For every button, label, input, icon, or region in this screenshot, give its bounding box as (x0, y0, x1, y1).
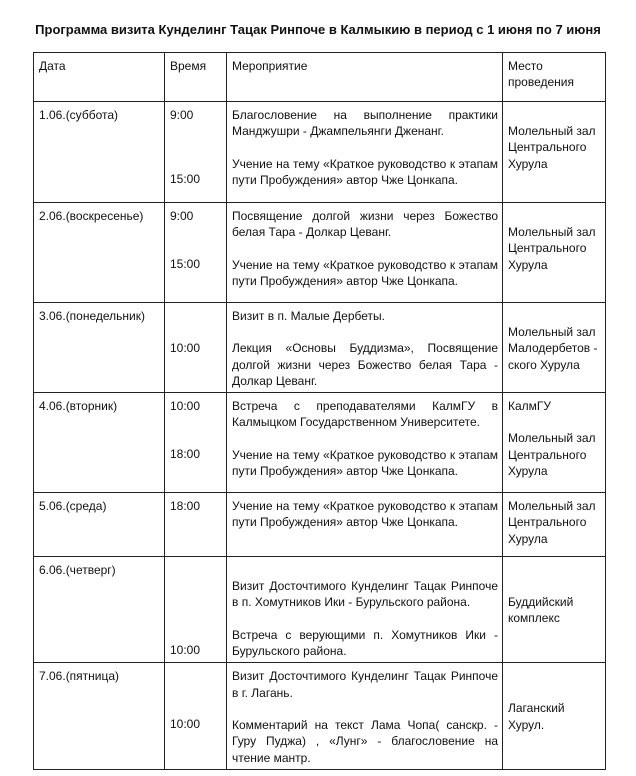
time-cell (165, 203, 227, 303)
table-row (34, 557, 606, 663)
time-cell (165, 393, 227, 493)
place-text: КалмГУ (508, 399, 552, 414)
header-time: Время (165, 53, 227, 102)
event-text: Благословение на выполнение практики Манджушри - Джампельянги Дженанг. (232, 108, 498, 139)
time-value: 9:00 (170, 108, 194, 122)
schedule-table (33, 52, 606, 770)
place-text: Буддийский комплекс (508, 595, 574, 626)
time-cell (165, 102, 227, 203)
event-cell (227, 663, 503, 769)
event-text: Учение на тему «Краткое руководство к этапам пути Пробуждения» автор Чже Цонкапа. (232, 447, 498, 479)
event-cell (227, 557, 503, 663)
event-text: Лекция «Основы Буддизма», Посвящение долгой жизни через Божество белая Тара - Долкар Цеванг. (232, 341, 498, 388)
place-cell (503, 203, 606, 303)
table-row (34, 493, 606, 557)
header-place: Место проведения (503, 53, 606, 102)
time-value: 10:00 (170, 341, 201, 355)
date-cell: 5.06.(среда) (34, 493, 165, 557)
event-text: Встреча с преподавателями КалмГУ в Калмыцком Государственном Университете. (232, 399, 498, 430)
place-cell: Молельный зал Центрального Хурула (503, 493, 606, 557)
header-row (34, 53, 606, 102)
time-value: 15:00 (170, 172, 201, 187)
table-row (34, 303, 606, 393)
event-text: Посвящение долгой жизни через Божество белая Тара - Долкар Цеванг. (232, 209, 498, 240)
time-cell (165, 303, 227, 393)
place-text: Лаганский Хурул. (508, 701, 565, 732)
date-cell: 1.06.(суббота) (34, 102, 165, 203)
event-cell (227, 203, 503, 303)
place-text: Молельный зал Центрального Хурула (508, 124, 596, 171)
date-cell: 6.06.(четверг) (34, 557, 165, 663)
event-cell (227, 493, 503, 557)
date-cell: 4.06.(вторник) (34, 393, 165, 493)
time-value: 10:00 (170, 643, 201, 658)
place-cell (503, 303, 606, 393)
date-cell: 7.06.(пятница) (34, 663, 165, 769)
time-cell (165, 663, 227, 769)
time-value: 15:00 (170, 257, 201, 272)
event-text: Визит Досточтимого Кунделинг Тацак Ринпоче в г. Лагань. (232, 669, 498, 700)
event-text: Визит в п. Малые Дербеты. (232, 309, 385, 323)
event-text: Учение на тему «Краткое руководство к этапам пути Пробуждения» автор Чже Цонкапа. (232, 499, 498, 530)
page-title: Программа визита Кунделинг Тацак Ринпоче в Калмыкию в период с 1 июня по 7 июня (35, 22, 601, 37)
time-value: 18:00 (170, 447, 201, 462)
table-row (34, 393, 606, 493)
event-text: Комментарий на текст Лама Чопа( санскр. - Гуру Пуджа) , «Лунг» - благословение на чтение мантр. (232, 717, 498, 765)
place-text: Молельный зал Центрального Хурула (508, 225, 596, 272)
date-cell: 3.06.(понедельник) (34, 303, 165, 393)
header-event: Мероприятие (227, 53, 503, 102)
event-text: Встреча с верующими п. Хомутников Ики - Бурульского района. (232, 627, 498, 659)
event-text: Учение на тему «Краткое руководство к этапам пути Пробуждения» автор Чже Цонкапа. (232, 156, 498, 187)
event-cell (227, 303, 503, 393)
table-row (34, 663, 606, 769)
time-value: 9:00 (170, 209, 194, 223)
header-date: Дата (34, 53, 165, 102)
event-text: Визит Досточтимого Кунделинг Тацак Ринпоче в п. Хомутников Ики - Бурульского района. (232, 579, 498, 610)
time-value: 10:00 (170, 399, 201, 414)
table-row (34, 203, 606, 303)
place-cell (503, 557, 606, 663)
time-value: 18:00 (170, 499, 201, 514)
table-row (34, 102, 606, 203)
event-text: Учение на тему «Краткое руководство к этапам пути Пробуждения» автор Чже Цонкапа. (232, 257, 498, 288)
time-cell (165, 557, 227, 663)
place-cell (503, 102, 606, 203)
place-cell (503, 393, 606, 493)
place-cell (503, 663, 606, 769)
date-cell: 2.06.(воскресенье) (34, 203, 165, 303)
time-cell (165, 493, 227, 557)
event-cell (227, 102, 503, 203)
event-cell (227, 393, 503, 493)
time-value: 10:00 (170, 717, 201, 732)
place-text: Молельный зал Малодербетов - ского Хурула (508, 325, 598, 372)
place-text: Молельный зал Центрального Хурула (508, 431, 596, 479)
